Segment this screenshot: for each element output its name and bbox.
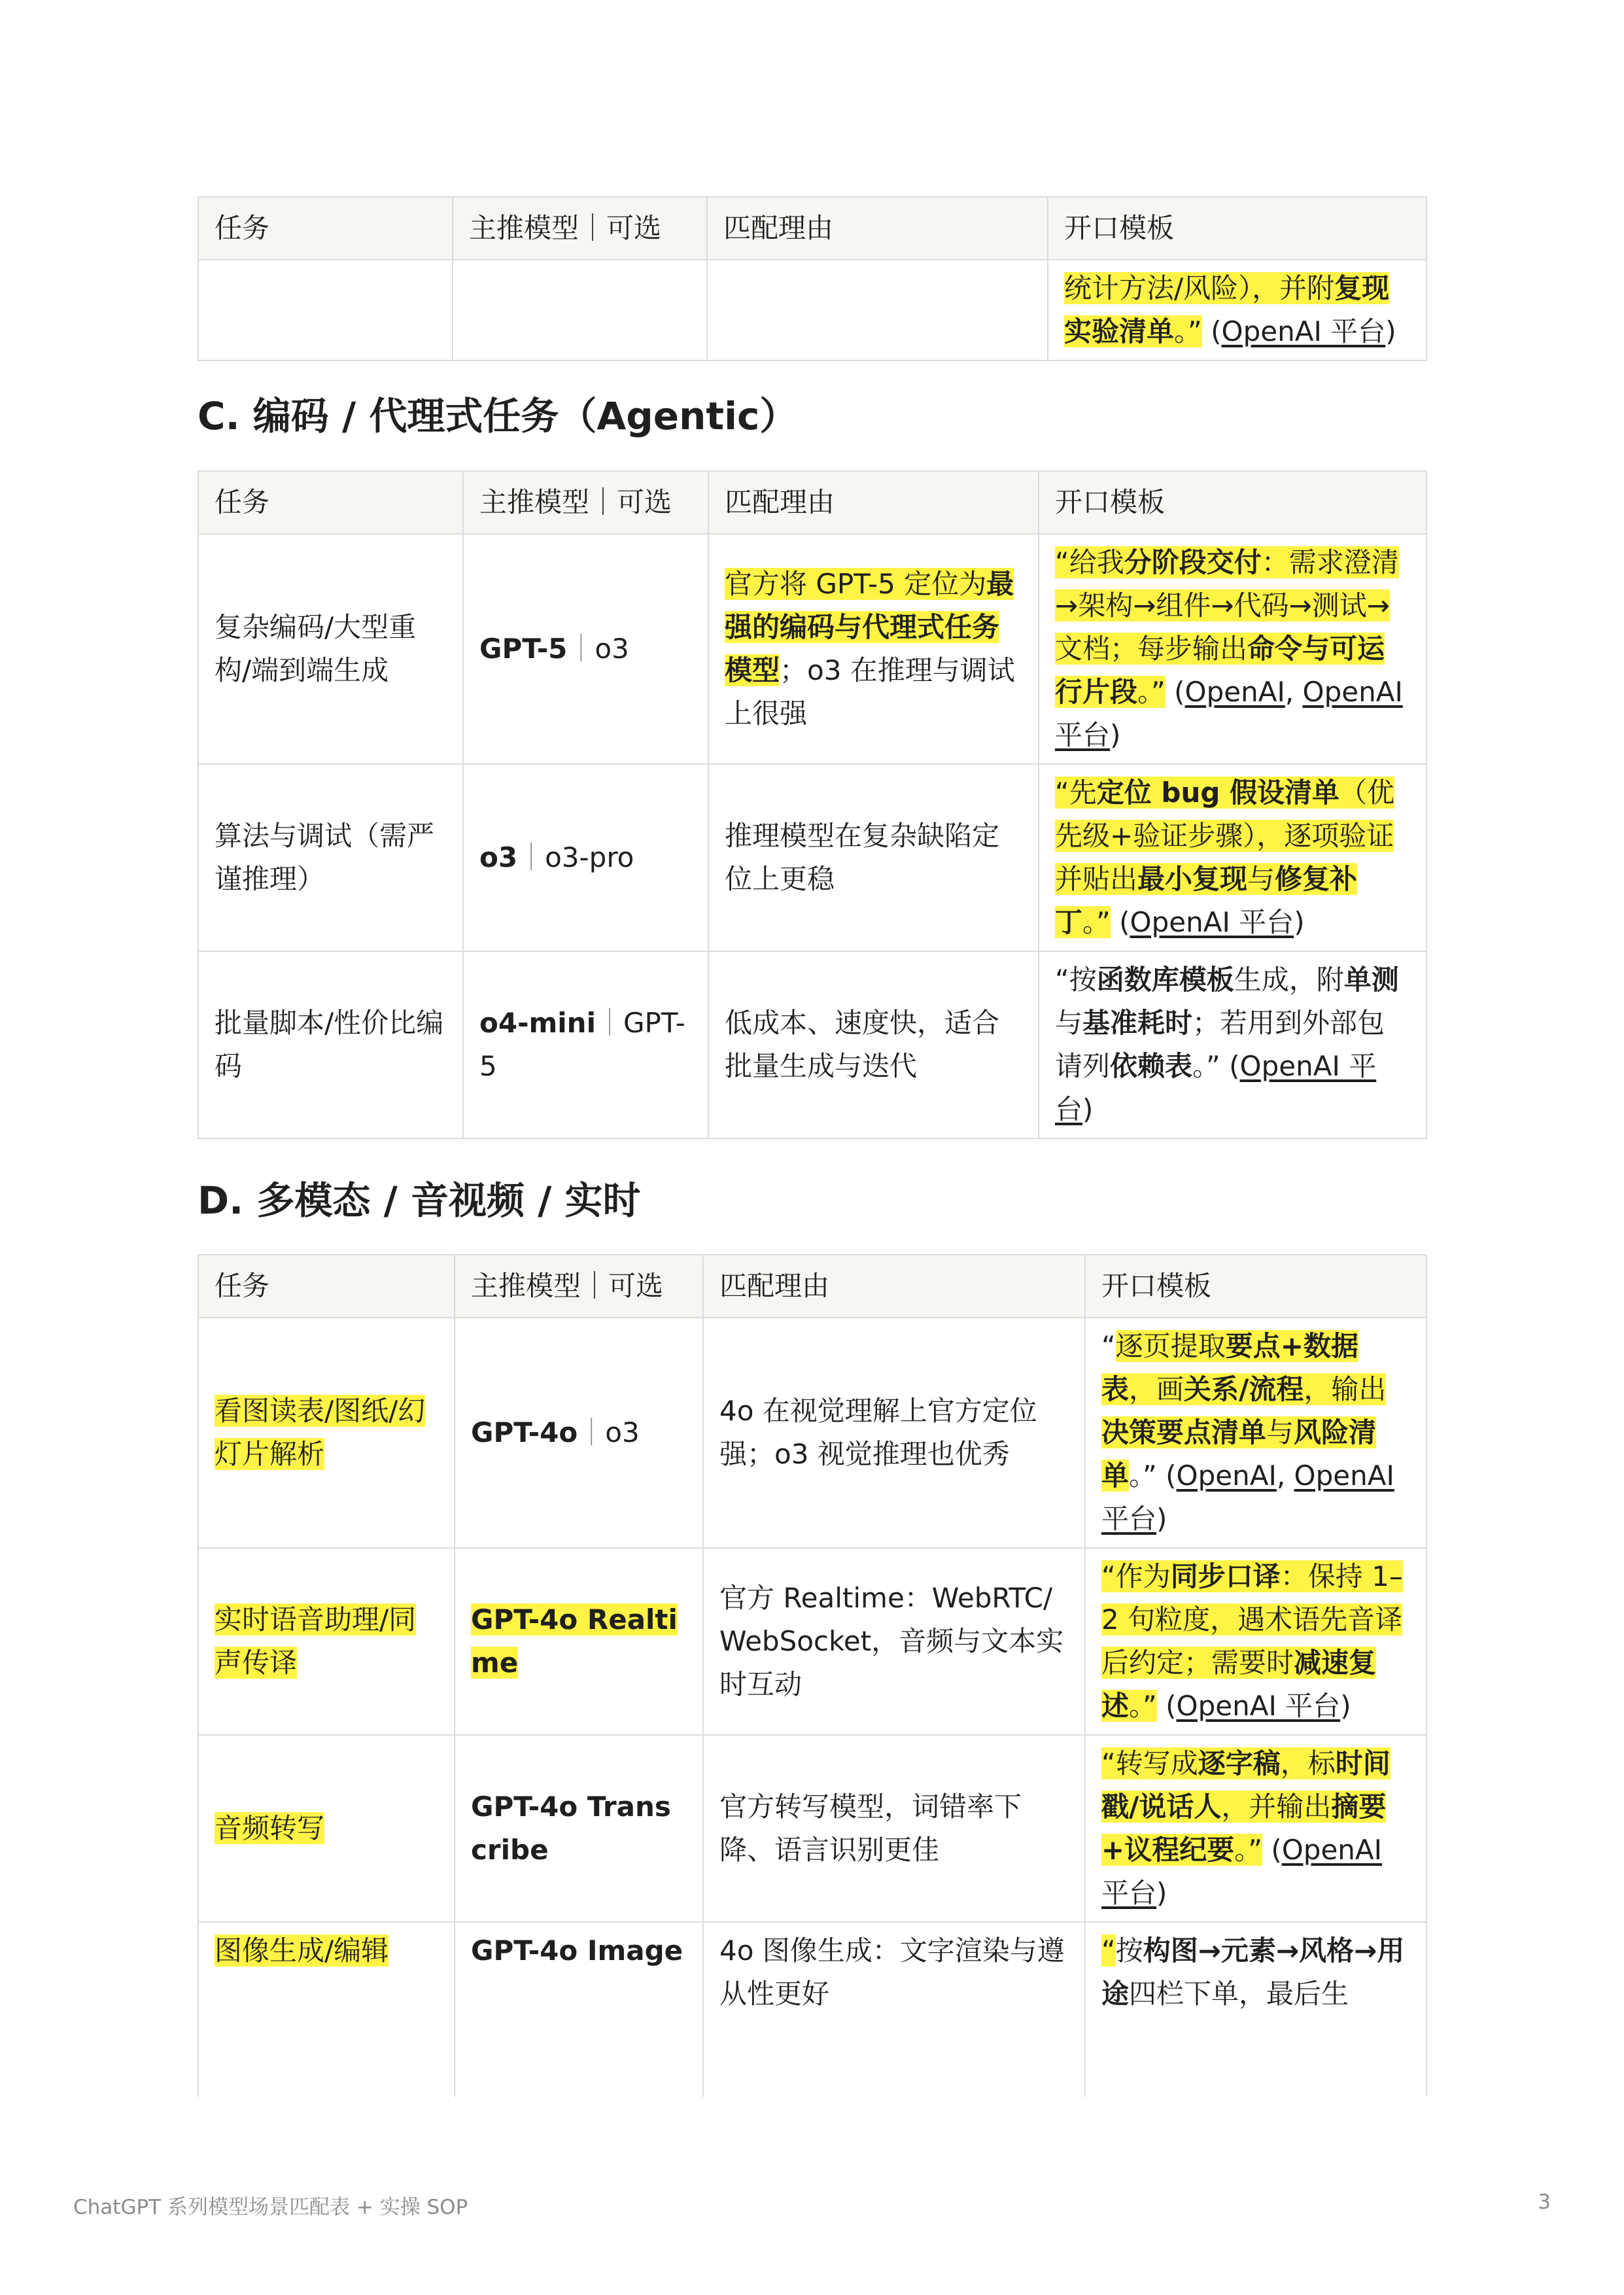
- cell-model: [453, 260, 707, 360]
- cell-task: [198, 1735, 455, 1922]
- cell-template: “按构图→元素→风格→用途四栏下单，最后生: [1085, 1922, 1426, 2097]
- cell-reason: 推理模型在复杂缺陷定位上更稳: [708, 764, 1039, 951]
- table-header-row: [198, 471, 1426, 534]
- header-reason: 匹配理由: [708, 471, 1039, 534]
- header-template: 开口模板: [1039, 471, 1426, 534]
- cell-reason: 4o 图像生成：文字渲染与遵从性更好: [703, 1922, 1085, 2097]
- table-row: [198, 260, 1426, 360]
- cell-task: [198, 260, 453, 360]
- highlight: 音频转写: [215, 1812, 325, 1844]
- cell-reason: 官方 Realtime：WebRTC/WebSocket，音频与文本实时互动: [703, 1548, 1085, 1735]
- cell-template: “给我分阶段交付：需求澄清→架构→组件→代码→测试→文档；每步输出命令与可运行片段。” (OpenAI, OpenAI 平台): [1039, 534, 1426, 764]
- source-link[interactable]: OpenAI 平台: [1221, 315, 1386, 347]
- cell-template: “先定位 bug 假设清单（优先级+验证步骤），逐项验证并贴出最小复现与修复补丁。” (OpenAI 平台): [1039, 764, 1426, 951]
- header-task: 任务: [198, 1255, 455, 1318]
- cell-reason: 官方转写模型，词错率下降、语言识别更佳: [703, 1735, 1085, 1922]
- table-b-continued: [198, 196, 1427, 361]
- highlight: GPT-4o Realtime: [471, 1603, 678, 1679]
- header-template: 开口模板: [1048, 197, 1426, 260]
- header-template: 开口模板: [1085, 1255, 1426, 1318]
- source-link[interactable]: OpenAI 平台: [1055, 676, 1403, 751]
- cell-model: GPT-4o Transcribe: [455, 1735, 703, 1922]
- table-header-row: [198, 197, 1426, 260]
- source-link[interactable]: OpenAI: [1176, 1460, 1277, 1492]
- cell-task: [198, 1318, 455, 1548]
- highlight: 看图读表/图纸/幻灯片解析: [215, 1395, 426, 1470]
- cell-task: [198, 1548, 455, 1735]
- cell-model: GPT-5｜o3: [463, 534, 708, 764]
- cell-task: 算法与调试（需严谨推理）: [198, 764, 463, 951]
- cell-model: o3｜o3-pro: [463, 764, 708, 951]
- table-row: [198, 534, 1426, 764]
- table-header-row: [198, 1255, 1426, 1318]
- highlight: “转写成逐字稿，标时间戳/说话人，并输出摘要+议程纪要。”: [1101, 1747, 1391, 1866]
- highlight: 逐页提取要点+数据表，画关系/流程，输出决策要点清单与风险清单: [1101, 1330, 1387, 1492]
- table-row: [198, 1318, 1426, 1548]
- header-task: 任务: [198, 471, 463, 534]
- cell-template: 统计方法/风险），并附复现实验清单。” (OpenAI 平台): [1048, 260, 1426, 360]
- highlight: 官方将 GPT-5 定位为最强的编码与代理式任务模型: [725, 568, 1014, 686]
- table-d: [198, 1254, 1427, 2097]
- page-number: 3: [1538, 2190, 1551, 2214]
- highlight: 实时语音助理/同声传译: [215, 1603, 417, 1679]
- table-row: [198, 951, 1426, 1138]
- cell-model: [455, 1548, 703, 1735]
- highlight: “作为同步口译：保持 1–2 句粒度，遇术语先音译后约定；需要时减速复述。”: [1101, 1560, 1403, 1722]
- footer-title: ChatGPT 系列模型场景匹配表 + 实操 SOP: [73, 2196, 468, 2219]
- cell-model: o4-mini｜GPT-5: [463, 951, 708, 1138]
- cell-task: 复杂编码/大型重构/端到端生成: [198, 534, 463, 764]
- cell-model: GPT-4o Image: [455, 1922, 703, 2097]
- cell-template: “逐页提取要点+数据表，画关系/流程，输出决策要点清单与风险清单。” (OpenAI, OpenAI 平台): [1085, 1318, 1426, 1548]
- source-link[interactable]: OpenAI 平台: [1055, 1050, 1377, 1125]
- header-model: 主推模型｜可选: [453, 197, 707, 260]
- cell-template: “按函数库模板生成，附单测与基准耗时；若用到外部包请列依赖表。” (OpenAI 平台): [1039, 951, 1426, 1138]
- source-link[interactable]: OpenAI 平台: [1176, 1690, 1341, 1722]
- source-link[interactable]: OpenAI 平台: [1130, 906, 1294, 938]
- cell-reason: 4o 在视觉理解上官方定位强；o3 视觉推理也优秀: [703, 1318, 1085, 1548]
- table-row: [198, 764, 1426, 951]
- highlight: “: [1101, 1935, 1116, 1967]
- section-d-heading: D. 多模态 / 音视频 / 实时: [198, 1178, 641, 1223]
- cell-reason: [707, 260, 1048, 360]
- header-reason: 匹配理由: [707, 197, 1048, 260]
- source-link[interactable]: OpenAI 平台: [1101, 1460, 1394, 1535]
- source-link[interactable]: OpenAI 平台: [1101, 1834, 1383, 1909]
- table-row: [198, 1735, 1426, 1922]
- header-model: 主推模型｜可选: [455, 1255, 703, 1318]
- table-row: [198, 1548, 1426, 1735]
- cell-task: [198, 1922, 455, 2097]
- cell-template: “作为同步口译：保持 1–2 句粒度，遇术语先音译后约定；需要时减速复述。” (OpenAI 平台): [1085, 1548, 1426, 1735]
- header-model: 主推模型｜可选: [463, 471, 708, 534]
- header-reason: 匹配理由: [703, 1255, 1085, 1318]
- highlight: “先定位 bug 假设清单（优先级+验证步骤），逐项验证并贴出最小复现与修复补丁。”: [1055, 777, 1395, 938]
- cell-task: 批量脚本/性价比编码: [198, 951, 463, 1138]
- cell-model: GPT-4o｜o3: [455, 1318, 703, 1548]
- source-link[interactable]: OpenAI: [1184, 676, 1285, 708]
- cell-reason: 低成本、速度快，适合批量生成与迭代: [708, 951, 1039, 1138]
- highlight: 图像生成/编辑: [215, 1935, 389, 1967]
- highlight: 统计方法/风险），并附复现实验清单。”: [1064, 272, 1390, 347]
- cell-template: “转写成逐字稿，标时间戳/说话人，并输出摘要+议程纪要。” (OpenAI 平台): [1085, 1735, 1426, 1922]
- table-c: [198, 470, 1427, 1139]
- table-row: [198, 1922, 1426, 2097]
- cell-reason: 官方将 GPT-5 定位为最强的编码与代理式任务模型；o3 在推理与调试上很强: [708, 534, 1039, 764]
- highlight: “给我分阶段交付：需求澄清→架构→组件→代码→测试→文档；每步输出命令与可运行片段。”: [1055, 546, 1399, 708]
- section-c-heading: C. 编码 / 代理式任务（Agentic）: [198, 394, 798, 438]
- header-task: 任务: [198, 197, 453, 260]
